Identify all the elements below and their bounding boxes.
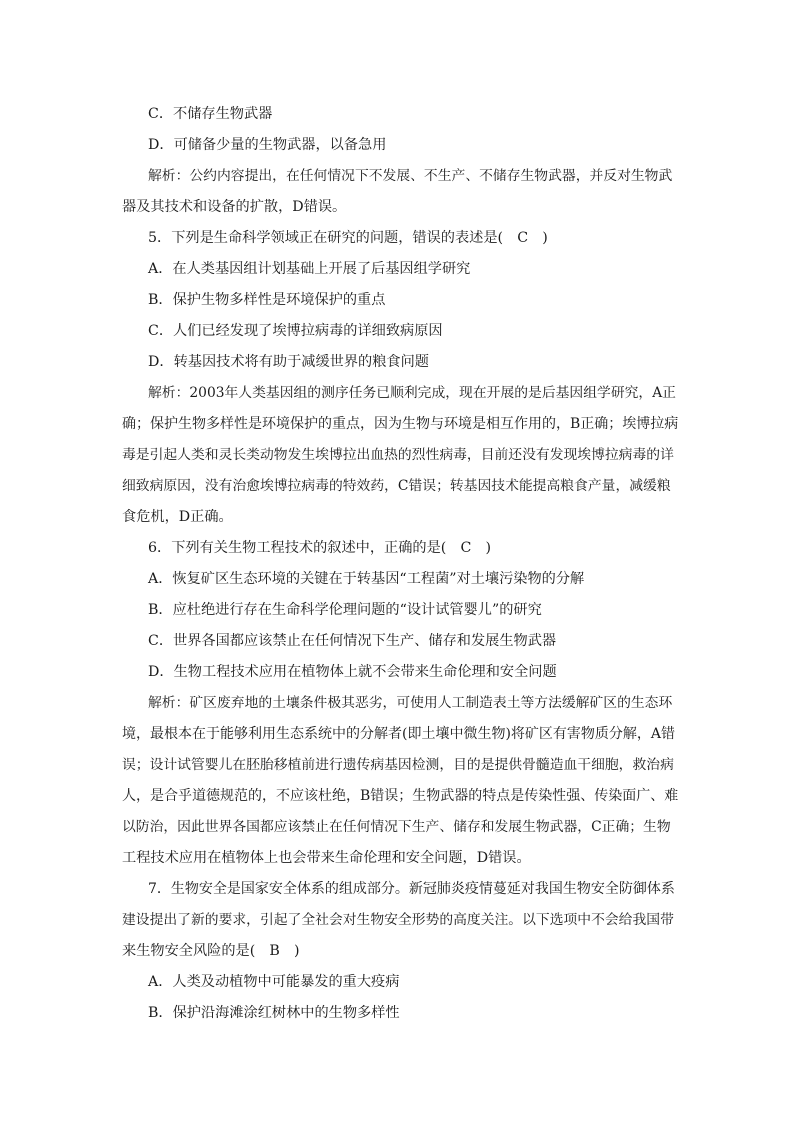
- q6-analysis-line-1: 解析：矿区废弃地的土壤条件极其恶劣，可使用人工制造表土等方法缓解矿区的生态环: [148, 695, 673, 711]
- q6-analysis-line-6: 工程技术应用在植物体上也会带来生命伦理和安全问题，D错误。: [122, 850, 531, 866]
- q5-analysis-line-2: 确；保护生物多样性是环境保护的重点，因为生物与环境是相互作用的，B正确；埃博拉病: [122, 416, 679, 432]
- q5-option-c: C．人们已经发现了埃博拉病毒的详细致病原因: [148, 323, 443, 339]
- q4-option-c: C．不储存生物武器: [148, 106, 273, 122]
- document-content: [122, 99, 677, 1029]
- q7-option-b: B．保护沿海滩涂红树林中的生物多样性: [148, 1005, 400, 1021]
- q6-option-c: C．世界各国都应该禁止在任何情况下生产、储存和发展生物武器: [148, 633, 557, 649]
- q6-option-d: D．生物工程技术应用在植物体上就不会带来生命伦理和安全问题: [148, 664, 557, 680]
- q5-stem: 5．下列是生命科学领域正在研究的问题，错误的表述是( C ): [148, 230, 548, 246]
- q7-stem-line-2: 建设提出了新的要求，引起了全社会对生物安全形势的高度关注。以下选项中不会给我国带: [122, 912, 674, 928]
- q6-analysis-line-2: 境，最根本在于能够利用生态系统中的分解者(即土壤中微生物)将矿区有害物质分解，A错: [122, 726, 676, 742]
- q6-option-a: A．恢复矿区生态环境的关键在于转基因“工程菌”对土壤污染物的分解: [148, 571, 585, 587]
- q6-stem: 6．下列有关生物工程技术的叙述中，正确的是( C ): [148, 540, 492, 556]
- q7-option-a: A．人类及动植物中可能暴发的重大疫病: [148, 974, 400, 990]
- q6-analysis-line-3: 误；设计试管婴儿在胚胎移植前进行遗传病基因检测，目的是提供骨髓造血干细胞，救治病: [122, 757, 674, 773]
- q5-analysis-line-5: 食危机，D正确。: [122, 509, 233, 525]
- q7-stem-line-1: 7．生物安全是国家安全体系的组成部分。新冠肺炎疫情蔓延对我国生物安全防御体系: [148, 881, 675, 897]
- q4-option-d: D．可储备少量的生物武器，以备急用: [148, 137, 387, 153]
- q5-option-a: A．在人类基因组计划基础上开展了后基因组学研究: [148, 261, 471, 277]
- q5-analysis-line-3: 毒是引起人类和灵长类动物发生埃博拉出血热的烈性病毒，目前还没有发现埃博拉病毒的详: [122, 447, 674, 463]
- q6-analysis-line-4: 人，是合乎道德规范的，不应该杜绝，B错误；生物武器的特点是传染性强、传染面广、难: [122, 788, 679, 804]
- q5-option-d: D．转基因技术将有助于减缓世界的粮食问题: [148, 354, 429, 370]
- q6-analysis-line-5: 以防治，因此世界各国都应该禁止在任何情况下生产、储存和发展生物武器，C正确；生物: [122, 819, 671, 835]
- q5-option-b: B．保护生物多样性是环境保护的重点: [148, 292, 386, 308]
- q6-option-b: B．应杜绝进行存在生命科学伦理问题的“设计试管婴儿”的研究: [148, 602, 542, 618]
- q5-analysis-line-4: 细致病原因，没有治愈埃博拉病毒的特效药，C错误；转基因技术能提高粮食产量，减缓粮: [122, 478, 671, 494]
- q5-analysis-line-1: 解析：2003年人类基因组的测序任务已顺利完成，现在开展的是后基因组学研究，A正: [148, 385, 676, 401]
- q7-stem-line-3: 来生物安全风险的是( B ): [122, 943, 300, 959]
- q4-analysis-line-2: 器及其技术和设备的扩散，D错误。: [122, 199, 347, 215]
- q4-analysis-line-1: 解析：公约内容提出，在任何情况下不发展、不生产、不储存生物武器，并反对生物武: [148, 168, 673, 184]
